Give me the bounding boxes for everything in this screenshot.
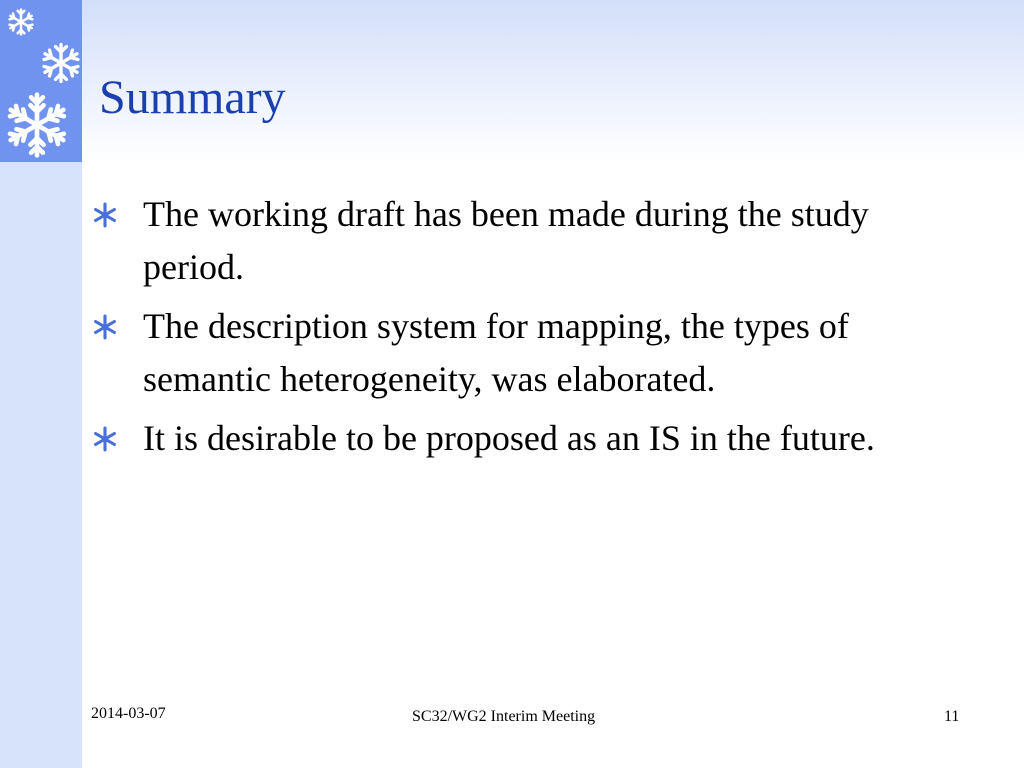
page-number: 11 (944, 708, 960, 725)
snowflake-bullet-icon (92, 202, 118, 228)
bullet-text: The working draft has been made during the study period. (143, 194, 869, 287)
snowflake-icon (4, 92, 70, 158)
footer-date: 2014-03-07 (91, 705, 166, 722)
bullet-list (92, 188, 952, 471)
footer-meeting-title: SC32/WG2 Interim Meeting (412, 708, 596, 725)
bullet-item (92, 412, 952, 465)
slide-title: Summary (99, 71, 286, 124)
snowflake-icon (40, 42, 82, 84)
snowflake-icon (7, 8, 35, 36)
bullet-item (92, 300, 952, 406)
bullet-text: The description system for mapping, the types of semantic heterogeneity, was elaborated. (143, 306, 849, 399)
bullet-text: It is desirable to be proposed as an IS in the future. (143, 418, 875, 458)
snowflake-bullet-icon (92, 426, 118, 452)
snowflake-bullet-icon (92, 314, 118, 340)
bullet-item (92, 188, 952, 294)
